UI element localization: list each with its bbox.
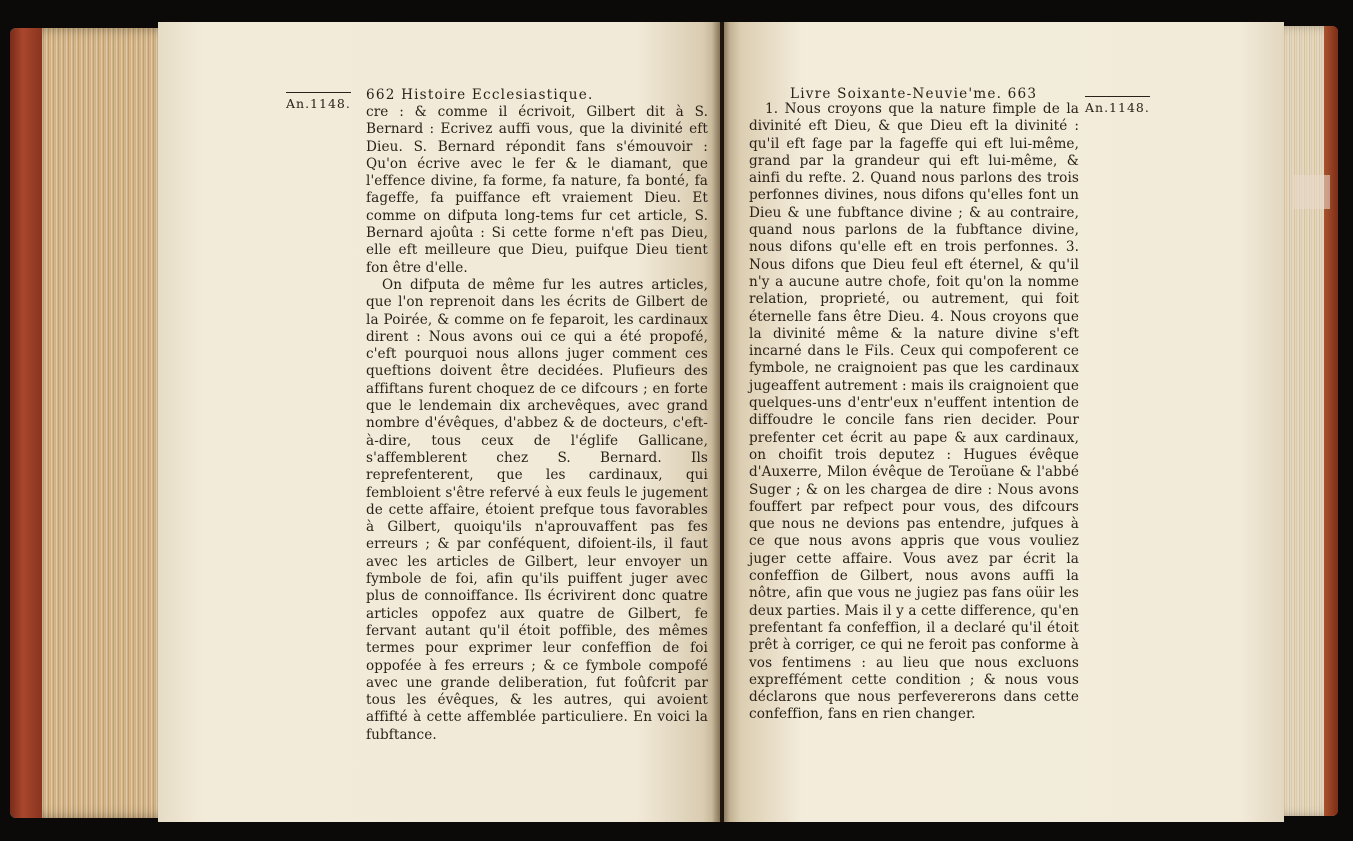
left-paragraph-2: On difputa de même fur les autres articles, que l'on reprenoit dans les écrits de Gilbert de la Poirée, & comme on fe feparoit, les cardinaux dirent : Nous avons oui ce qui a été propofé, c'eft pourquoi nous allons juger comment ces queftions doivent être decidées. Plufieurs des affiftans furent choquez de ce difcours ; en forte que le lendemain dix archevêques, avec grand nombre d'évêques, d'abbez & de docteurs, c'eft-à-dire, tous ceux de l'églife Gallicane, s'affemblerent chez S. Bernard. Ils reprefenterent, que les cardinaux, qui fembloient s'être refervé à eux feuls le jugement de cette affaire, étoient prefque tous favorables à Gilbert, quoiqu'ils n'aprouvaffent pas fes erreurs ; & par conféquent, difoient-ils, il faut avec les articles de Gilbert, leur envoyer un fymbole de foi, afin qu'ils puiffent juger avec plus de connoiffance. Ils écrivirent donc quatre articles oppofez aux quatre de Gilbert, fe fervant autant qu'il étoit poffible, des mêmes termes pour exprimer leur confeffion de foi oppofée à fes erreurs ; & ce fymbole compofé avec une grande deliberation, fut foûfcrit par tous les évêques, & les autres, qui avoient affifté à cette affemblée particuliere. En voici la fubftance. xyxy=(366,276,708,743)
right-paragraph-1: 1. Nous croyons que la nature fimple de la divinité eft Dieu, & que Dieu eft la divinité : qu'il eft fage par la fageffe qui eft lui-même, grand par la grandeur qui eft lui-même, & ainfi du refte. 2. Quand nous parlons des trois perfonnes divines, nous difons qu'elles font un Dieu & une fubftance divine ; & au contraire, quand nous parlons de la fubftance divine, nous difons qu'elle eft en trois perfonnes. 3. Nous difons que Dieu feul eft éternel, & qu'il n'y a aucune autre chofe, foit qu'on la nomme relation, proprieté, ou autrement, qui foit éternelle fans être Dieu. 4. Nous croyons que la divinité même & la nature divine s'eft incarné dans le Fils. Ceux qui compoferent ce fymbole, ne craignoient pas que les cardinaux jugeaffent autrement : mais ils craignoient que quelques-uns d'entr'eux n'euffent intention de diffoudre le concile fans rien decider. Pour prefenter cet écrit au pape & aux cardinaux, on choifit trois deputez : Hugues évêque d'Auxerre, Milon évêque de Teroüane & l'abbé Suger ; & on les chargea de dire : Nous avons fouffert par refpect pour vous, des difcours que nous ne devions pas entendre, jufques à ce que nous avons appris que vous vouliez juger cette affaire. Vous avez par écrit la confeffion de Gilbert, nous avons auffi la nôtre, afin que vous ne jugiez pas fans oüir les deux parties. Mais il y a cette difference, qu'en prefentant fa confeffion, il a declaré qu'il étoit prêt à corriger, ce qui ne feroit pas conforme à vos fentimens : au lieu que nous excluons expreffément cette condition ; & nous vous déclarons que nous perfevererons dans cette confeffion, fans en rien changer. xyxy=(749,101,1079,723)
left-page-edges xyxy=(10,28,160,818)
left-margin-year: An.1148. xyxy=(286,92,351,111)
book-gutter xyxy=(712,22,730,822)
right-running-head: Livre Soixante-Neuvie'me. 663 xyxy=(790,86,1038,102)
right-margin-year: An.1148. xyxy=(1085,96,1150,115)
left-page-text xyxy=(366,104,708,744)
paper-slip xyxy=(1294,175,1330,209)
right-page-edges xyxy=(1280,26,1338,816)
left-running-head: 662 Histoire Ecclesiastique. xyxy=(366,87,594,103)
left-paragraph-1: cre : & comme il écrivoit, Gilbert dit à S. Bernard : Ecrivez auffi vous, que la divinité eft Dieu. S. Bernard répondit fans s'émouvoir : Qu'on écrive avec le fer & le diamant, que l'effence divine, fa forme, fa nature, fa bonté, fa fageffe, fa puiffance eft vraiement Dieu. Et comme on difputa long-tems fur cet article, S. Bernard ajoûta : Si cette forme n'eft pas Dieu, elle eft meilleure que Dieu, puifque Dieu tient fon être d'elle. xyxy=(366,104,708,276)
right-page-text xyxy=(749,101,1079,724)
